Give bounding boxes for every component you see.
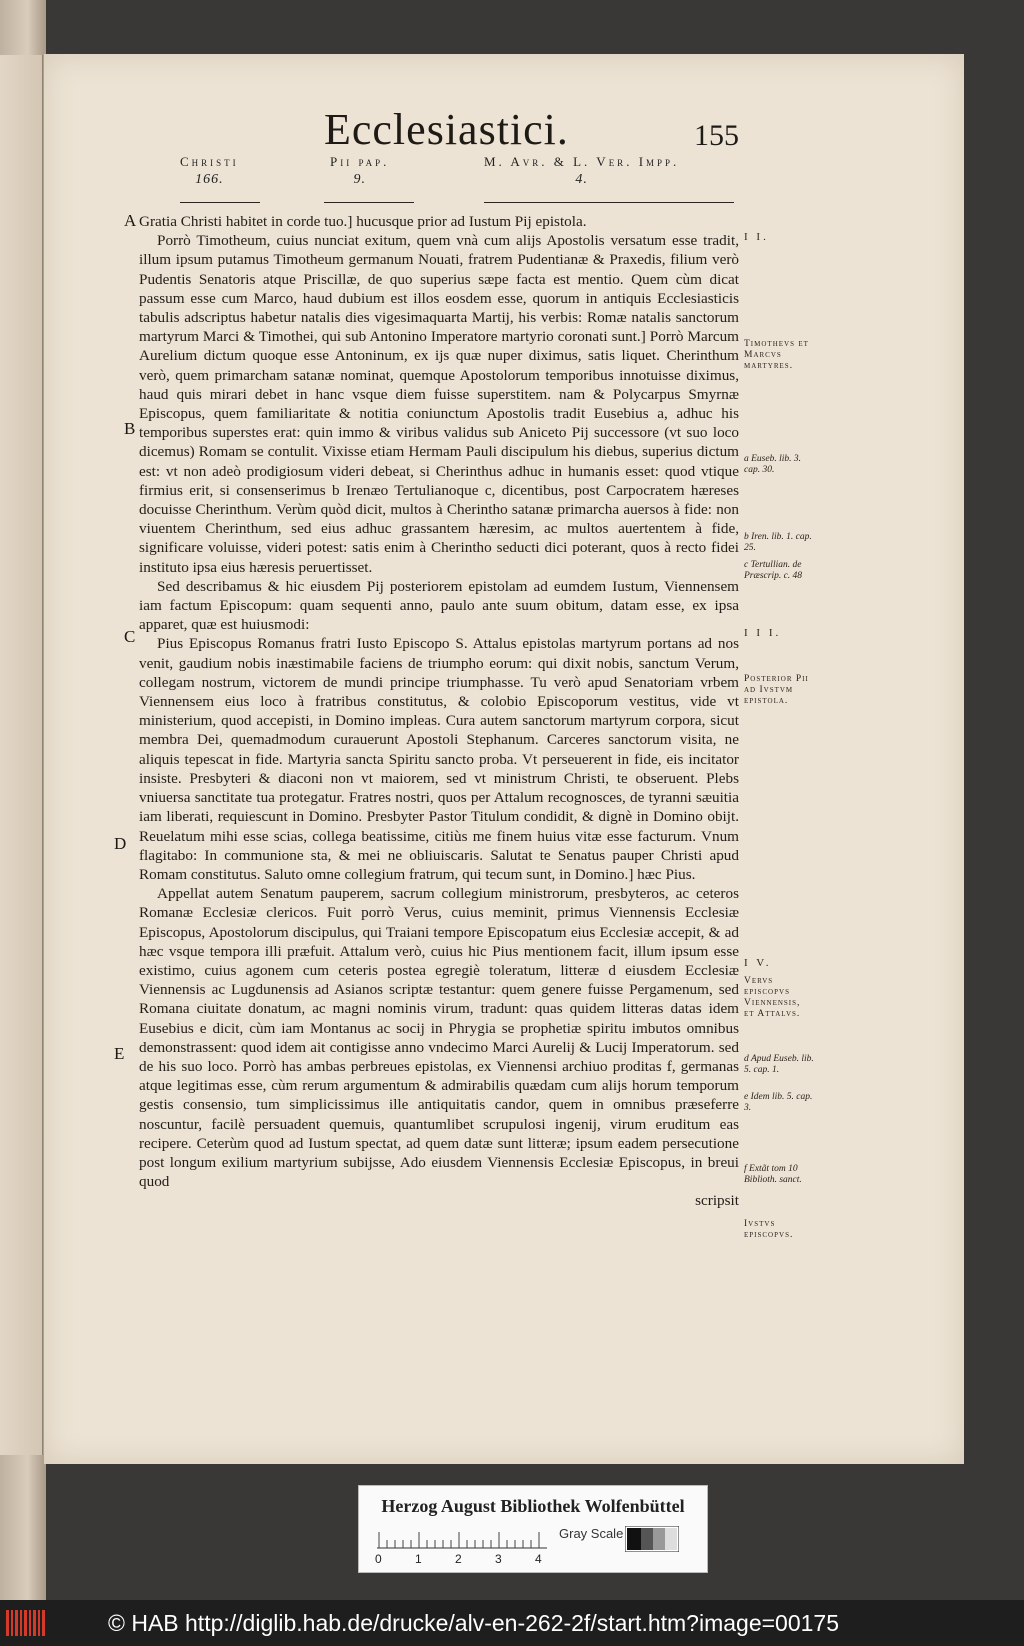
header-col-pii [330, 154, 389, 188]
hab-logo-icon [6, 1608, 46, 1638]
margin-note: f Extãt tom 10 Biblioth. sanct. [744, 1164, 802, 1185]
margin-note: a Euseb. lib. 3. cap. 30. [744, 454, 801, 475]
margin-note: I I. [744, 231, 769, 243]
header-label: Christi [180, 154, 239, 169]
header-rule [324, 202, 414, 203]
margin-note: d Apud Euseb. lib. 5. cap. 1. [744, 1054, 814, 1075]
section-letter-b: B [124, 419, 136, 438]
section-letter-a: A [124, 211, 137, 230]
margin-note: Vervs episcopvs Viennensis, et Attalvs. [744, 976, 801, 1019]
gray-scale-swatches [625, 1526, 679, 1552]
header-col-christi [180, 154, 239, 188]
section-letter-e: E [114, 1044, 125, 1063]
gray-scale-card [358, 1485, 708, 1573]
scale-number: 4 [535, 1552, 542, 1566]
footer-source-link[interactable]: © HAB http://diglib.hab.de/drucke/alv-en-262-2f/start.htm?image=00175 [108, 1610, 840, 1636]
header-label: M. Avr. & L. Ver. Impp. [484, 154, 680, 169]
section-letter-d: D [114, 834, 127, 853]
margin-note: Ivstvs episcopvs. [744, 1219, 794, 1240]
header-value: 166. [195, 172, 224, 187]
book-page [44, 54, 964, 1464]
catchword: scripsit [695, 1192, 739, 1210]
body-text [139, 212, 739, 1211]
margin-note: e Idem lib. 5. cap. 3. [744, 1092, 813, 1113]
header-value: 4. [575, 172, 588, 187]
paragraph: Gratia Christi habitet in corde tuo.] hucusque prior ad Iustum Pij epistola. [139, 213, 587, 230]
library-name: Herzog August Bibliothek Wolfenbüttel [381, 1496, 685, 1516]
margin-note: b Iren. lib. 1. cap. 25. [744, 532, 812, 553]
letter-of-pius: Pius Episcopus Romanus fratri Iusto Episcopo S. Attalus epistolas martyrum portans ad nos venit, gaudium nobis inæstimabile faciens de triumpho eorum: qui dixit nobis, sanctum Verum, collegam nostrum, victorem de mundi principe triumphasse. Tu verò apud Senatoriam vrbem Viennensem eius loco à fratribus constitutus, & colobio Episcoporum vestitus, vide vt ministerium, quod accepisti, in Domino impleas. Cura autem sanctorum martyrum corpora, sicut membra Dei, quemadmodum curauerunt Apostoli Stephanum. Carceres sanctorum visita, ne aliquis tepescat in fide. Martyria sancta Spiritu sancto proba. Vt perseuerent in fide, eis incitator insiste. Presbyteri & diaconi non vt maiorem, sed vt ministrum Christi, te obseruent. Plebs vniuersa sanctitate tua protegatur. Fratres nostri, quos per Attalum recognosces, de tyranni sæuitia iam liberati, requiescunt in Domino. Presbyter Pastor Titulum condidit, & dignè in Domino obijt. Reuelatum mihi esse scias, collega beatissime, citiùs me finem huius vitæ esse facturum. Vnum flagitabo: In communione sta, & mei ne obliuiscaris. Salutat te Senatus pauper Christi apud Romam constitutus. Saluto omne collegium fratrum, qui tecum sunt, in Domino.] hæc Pius. [139, 635, 739, 883]
footer-bar [0, 1600, 1024, 1646]
margin-note: Timothevs et Marcvs martyres. [744, 339, 809, 371]
header-rule [484, 202, 734, 203]
gray-scale-label: Gray Scale [559, 1526, 624, 1541]
margin-note: c Tertullian. de Præscrip. c. 48 [744, 560, 803, 581]
header-value: 9. [353, 172, 366, 187]
section-letter-c: C [124, 627, 136, 646]
scale-number: 0 [375, 1552, 382, 1566]
page-number: 155 [694, 119, 739, 152]
paragraph: Appellat autem Senatum pauperem, sacrum collegium ministrorum, presbyteros, ac ceteros Romanæ Ecclesiæ clericos. Fuit porrò Verus, cuius meminit, primus Viennensis Ecclesiæ Episcopus, Apostolorum discipulus, qui Traiani tempore Episcopatum eius Ecclesiæ accepit, & ad hæc vsque tempora illi præfuit. Attalum verò, cuius hic Pius mentionem facit, illum ipsum esse existimo, cuius agonem cum ceteris postea egregiè toleratum, litteræ d eiusdem Ecclesiæ Viennensis ac Lugdunensis ad Asianos scriptæ testantur: quem genere fuisse Pergamenum, sed Romana ciuitate donatum, ac magni nominis virum, tradunt: quas quidem litteras datas idem Eusebius e dicit, cùm iam Montanus ac socij in Phrygia se prophetiæ spiritu imbutos omnibus demonstrassent: quod idem ait contigisse anno vndecimo Marci Aurelij & Lucij Imperatorum. sed de his suo loco. Porrò has ambas perbreues epistolas, ex Viennensi archiuo proditas f, germanas atque legitimas esse, cùm rerum argumentum & admirabilis quædam cum alijs horum temporum gestis consensio, tum simplicissimus ille antiquitatis candor, quem in omnibus præseferre noscuntur, facilè persuadent quemuis, quantumlibet scrupulosi ingenij, virum eruditum eas recipere. Ceterùm quod ad Iustum spectat, ad quem datæ sunt litteræ; ipsum eadem persecutione post longum exilium martyrium subijsse, Ado eiusdem Viennensis Ecclesiæ Episcopus, in breui quod [139, 885, 739, 1191]
paragraph: Porrò Timotheum, cuius nunciat exitum, quem vnà cum alijs Apostolis versatum esse tradit, illum ipsum putamus Timotheum germanum Nouati, fratrem Pudentianæ & Praxedis, filium verò Pudentis Senatoris atque Priscillæ, de quo superius sæpe facta est mentio. Quem cùm dicat passum esse cum Marco, haud dubium est illos eosdem esse, quorum in antiquis Ecclesiasticis tabulis adscriptus habetur natalis dies vigesimaquarta Martij, his verbis: Romæ natalis sanctorum martyrum Marci & Timothei, qui sub Antonino Imperatore martyrio coronati sunt.] Porrò Marcum Aurelium dictum quoque esse Antoninum, ex ijs quæ nuper diximus, satis liquet. Cherinthum verò, quem primarcham satanæ nominat, quemque Apostolorum temporibus innotuisse diximus, haud quis mirari debet in hanc vsque diem fuisse superstitem. nam & Polycarpus Smyrnæ Episcopus, quem familiaritate & notitia coniunctum Apostolis tradit Eusebius a, adhuc his temporibus superstes erat: quin immo & viribus validus sub Aniceto Pij successore (vt suo loco dicemus) Romam se contulit. Vixisse etiam Hermam Pauli discipulum his diebus, superius dictum est: vt non adeò prodigiosum videri debeat, si Cherinthus adhuc in humanis esset: quod vtique firmius erit, si consenserimus b Irenæo Tertulianoque c, dicentibus, post Carpocratem hæreses docuisse Cherinthum. Verùm quòd dicit, multos à Cherintho satanæ primarcha auersos à fide: non viuentem Cherinthum, sed eius adhuc grassantem hæresim, ac multos auertentem à fide, significare voluisse, videri potest: satis enim à Cherintho seducti dici poterant, quos à recto fidei instituto ipsa eius hæresis peruertisset. [139, 232, 739, 576]
paragraph: Sed describamus & hic eiusdem Pij posteriorem epistolam ad eumdem Iustum, Viennensem iam factum Episcopum: quam sequenti anno, paulo ante suum obitum, datam esse, ex ipsa apparet, quæ est huiusmodi: [139, 577, 739, 634]
header-col-emperors [484, 154, 679, 188]
ruler-graphic [377, 1524, 547, 1550]
margin-note: I I I. [744, 627, 782, 639]
running-title: Ecclesiastici. [324, 105, 569, 154]
header-label: Pii pap. [330, 154, 390, 169]
scale-number: 2 [455, 1552, 462, 1566]
margin-note: Posterior Pii ad Ivstvm epistola. [744, 674, 809, 706]
scale-number: 3 [495, 1552, 502, 1566]
header-rule [180, 202, 260, 203]
margin-note: I V. [744, 957, 772, 969]
scale-number: 1 [415, 1552, 422, 1566]
previous-page-edge [0, 55, 43, 1455]
